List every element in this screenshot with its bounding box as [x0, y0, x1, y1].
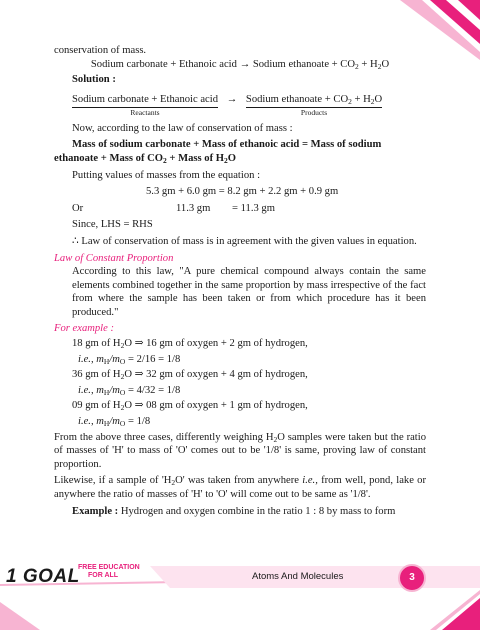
conclusion-text: ∴ Law of conservation of mass is in agreement with the given values in equation.	[72, 235, 417, 247]
example-heading: For example :	[54, 322, 115, 334]
example-text: O ⇒ 16 gm of oxygen + 2 gm of hydrogen,	[124, 338, 308, 350]
reactants-label: Reactants	[130, 108, 160, 118]
brand-tagline: FREE EDUCATION	[78, 564, 140, 571]
text-line: Putting values of masses from the equation :	[72, 169, 261, 181]
equation-products: O	[381, 58, 390, 70]
brand-tagline: FOR ALL	[88, 572, 119, 579]
solution-heading: Solution :	[72, 74, 116, 86]
example-text: O ⇒ 32 gm of oxygen + 4 gm of hydrogen,	[124, 369, 308, 381]
bold-statement: Mass of sodium carbonate + Mass of ethanoic acid = Mass of sodium	[72, 139, 382, 151]
paragraph-text: O' was taken from anywhere	[175, 475, 303, 487]
bold-text: O	[227, 152, 237, 164]
example-line	[54, 337, 426, 351]
paragraph-text: O samples were taken but the ratio of masses of 'H' to mass of 'O' comes out to be '1/8' is same, proving law of constant proportion.	[54, 431, 426, 470]
ratio-text: i.e., m	[78, 416, 104, 428]
page-number: 3	[398, 564, 426, 592]
rhs-value: = 11.3 gm	[232, 202, 275, 214]
paragraph-text: from well, pond, lake or anywhere the ratio of masses of 'H' to 'O' will come out to be same as '1/8'.	[54, 475, 426, 501]
equation-products: Sodium ethanoate + CO	[252, 58, 356, 70]
ratio-line	[54, 384, 426, 398]
example-text: 36 gm of H	[72, 369, 121, 381]
paragraph-text: i.e.,	[302, 475, 318, 487]
paragraph-text: Hydrogen and oxygen combine in the ratio 1 : 8 by mass to form	[118, 505, 396, 517]
lhs-value: 11.3 gm	[176, 202, 211, 214]
reactants-group	[72, 93, 218, 118]
bottom-right-decoration	[420, 590, 480, 630]
example-text: 09 gm of H	[72, 400, 121, 412]
subscript: H	[103, 419, 110, 429]
subscript: 2	[348, 96, 352, 106]
equation-line	[54, 58, 426, 72]
calculation-line: 5.3 gm + 6.0 gm = 8.2 gm + 2.2 gm + 0.9 gm	[146, 186, 339, 198]
calculation-line	[54, 202, 426, 216]
products-text-part: Sodium ethanoate + CO	[245, 93, 349, 105]
example-line	[54, 368, 426, 382]
subscript: O	[119, 356, 126, 366]
bold-text: + Mass of H	[166, 152, 225, 164]
bold-text: ethanoate + Mass of CO	[54, 152, 164, 164]
subscript: 2	[163, 155, 167, 165]
ratio-text: /m	[109, 353, 120, 365]
subscript: H	[103, 387, 110, 397]
ratio-text: i.e., m	[78, 353, 104, 365]
subscript: 2	[355, 61, 359, 71]
example-label: Example :	[72, 505, 119, 517]
ratio-value: = 2/16 = 1/8	[125, 353, 181, 365]
cases-paragraph	[54, 431, 426, 472]
ratio-text: /m	[109, 416, 120, 428]
example-paragraph	[54, 505, 426, 519]
subscript: O	[119, 387, 126, 397]
page-content	[54, 44, 426, 518]
equation-products: + H	[358, 58, 378, 70]
equation-reactants: Sodium carbonate + Ethanoic acid	[90, 58, 237, 70]
arrow-icon: →	[226, 93, 238, 105]
subscript: 2	[120, 341, 125, 351]
subscript: 2	[171, 478, 176, 488]
likewise-paragraph	[54, 474, 426, 501]
paragraph-text: Likewise, if a sample of 'H	[54, 475, 172, 487]
subscript: H	[103, 356, 110, 366]
subscript: 2	[273, 434, 278, 444]
ratio-value: = 1/8	[125, 416, 151, 428]
text-line: Now, according to the law of conservation of mass :	[72, 122, 293, 134]
ratio-line	[54, 353, 426, 367]
example-text: O ⇒ 08 gm of oxygen + 1 gm of hydrogen,	[124, 400, 308, 412]
text-line: conservation of mass.	[54, 45, 147, 56]
or-label: Or	[72, 202, 84, 214]
ratio-line	[54, 415, 426, 429]
products-label: Products	[300, 108, 328, 118]
bottom-left-decoration	[0, 596, 60, 630]
reactants-text: Sodium carbonate + Ethanoic acid	[72, 93, 218, 109]
chapter-title: Atoms And Molecules	[252, 571, 344, 582]
example-line	[54, 399, 426, 413]
labeled-equation	[54, 93, 426, 119]
subscript: 2	[377, 61, 382, 71]
footer	[0, 562, 480, 592]
products-group	[246, 93, 382, 118]
ratio-text: i.e., m	[78, 384, 104, 396]
subscript: O	[119, 419, 126, 429]
subscript: 2	[120, 372, 125, 382]
products-text	[246, 93, 382, 109]
ratio-text: /m	[109, 384, 120, 396]
section-heading: Law of Constant Proportion	[54, 252, 174, 264]
products-text-part: O	[374, 93, 383, 105]
subscript: 2	[224, 155, 228, 165]
example-text: 18 gm of H	[72, 338, 121, 350]
text-line: Since, LHS = RHS	[72, 219, 153, 231]
bold-statement	[54, 152, 426, 166]
products-text-part: + H	[351, 93, 371, 105]
subscript: 2	[370, 96, 375, 106]
law-statement: According to this law, "A pure chemical compound always contain the same elements combined together in the same proportion by mass irrespective of the fact from where the sample has been taken or from which procedure has it been produced."	[72, 266, 426, 318]
brand-logo: 1 GOAL	[6, 566, 80, 587]
arrow-icon: →	[239, 58, 251, 70]
paragraph-text: From the above three cases, differently weighing H	[54, 431, 274, 443]
ratio-value: = 4/32 = 1/8	[125, 384, 181, 396]
subscript: 2	[120, 403, 125, 413]
